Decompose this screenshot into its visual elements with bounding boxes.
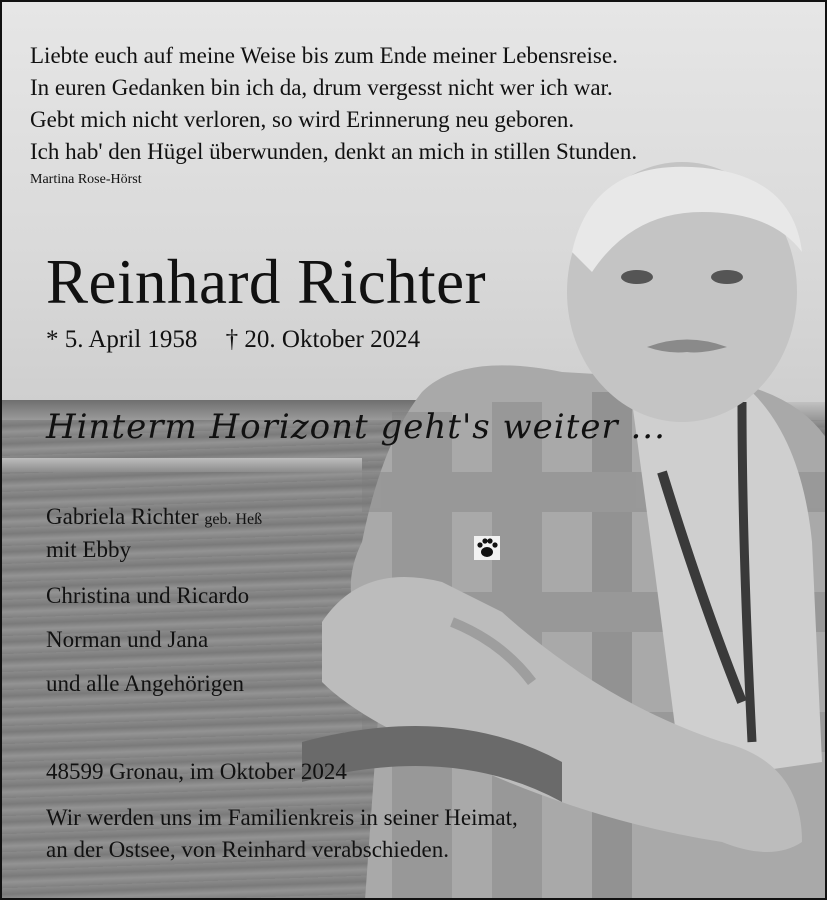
poem-author: Martina Rose-Hörst [30,172,142,187]
birth-date: * 5. April 1958 [46,326,198,353]
family-line: und alle Angehörigen [46,671,245,696]
spouse-maiden-name: geb. Heß [204,511,263,528]
memorial-poem [30,40,810,168]
closing-note [46,802,518,866]
life-dates [46,326,420,354]
poem-line: Liebte euch auf meine Weise bis zum Ende meiner Lebensreise. [30,43,618,68]
deceased-name: Reinhard Richter [46,247,487,317]
motto: Hinterm Horizont geht's weiter ... [46,407,666,447]
mourners-list [46,502,262,699]
poem-line: Gebt mich nicht verloren, so wird Erinnerung neu geboren. [30,107,575,132]
spouse-name: Gabriela Richter [46,504,199,529]
pet-line: mit Ebby [46,537,131,562]
place-and-date: 48599 Gronau, im Oktober 2024 [46,759,347,784]
poem-line: Ich hab' den Hügel überwunden, denkt an mich in stillen Stunden. [30,139,638,164]
family-line: Christina und Ricardo [46,583,250,608]
poem-line: In euren Gedanken bin ich da, drum vergesst nicht wer ich war. [30,75,613,100]
closing-line: Wir werden uns im Familienkreis in seiner Heimat, [46,805,518,830]
death-date: † 20. Oktober 2024 [225,326,421,353]
closing-line: an der Ostsee, von Reinhard verabschieden. [46,837,449,862]
family-line: Norman und Jana [46,627,209,652]
paw-print-icon [474,536,500,560]
